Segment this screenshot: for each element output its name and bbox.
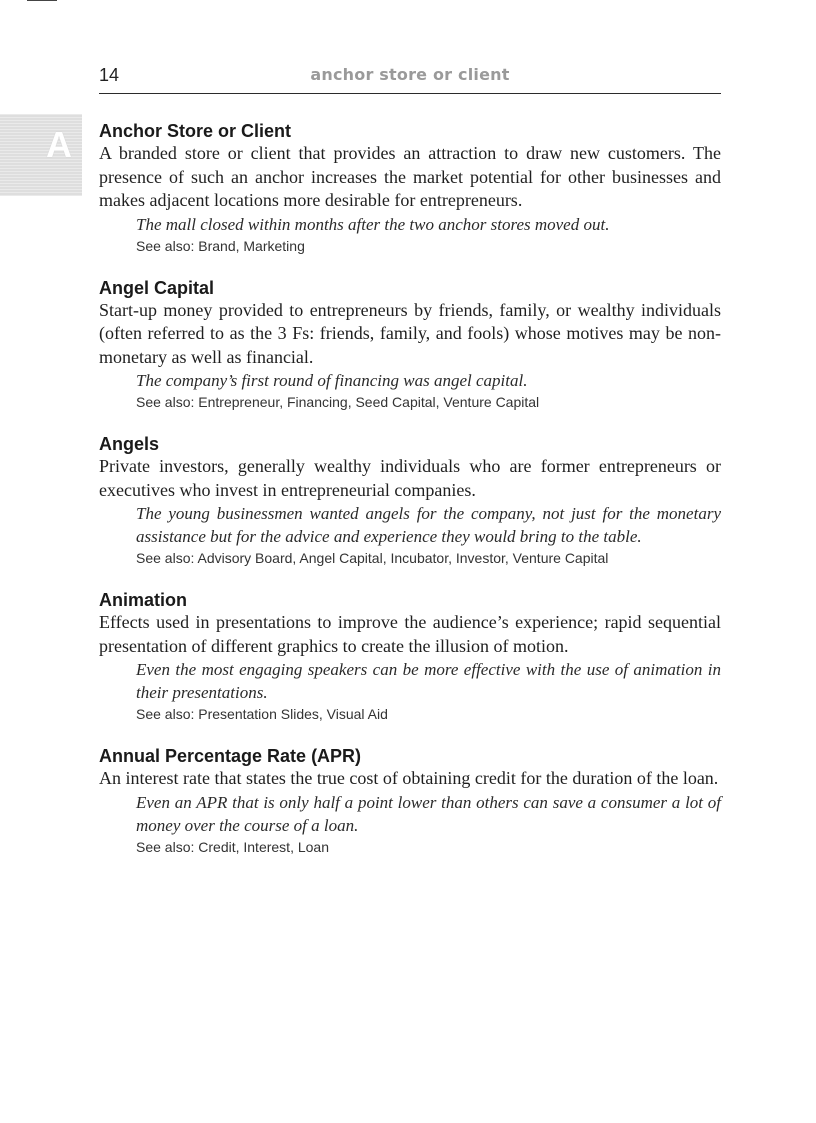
entry-example: The company’s first round of financing was angel capital. xyxy=(136,371,528,390)
running-title: anchor store or client xyxy=(310,65,510,84)
entry-term: Annual Percentage Rate (APR) xyxy=(99,746,362,766)
glossary-entry xyxy=(99,433,721,568)
entry-definition: A branded store or client that provides an attraction to draw new customers. The presence of such an anchor increases the market potential for other businesses and makes adjacent locations more desirable for entrepreneurs. xyxy=(99,143,721,210)
entry-see-also: See also: Brand, Marketing xyxy=(136,237,305,254)
entry-term: Angels xyxy=(99,434,160,454)
entry-see-also: See also: Entrepreneur, Financing, Seed Capital, Venture Capital xyxy=(136,394,540,410)
page-number: 14 xyxy=(99,65,120,85)
entry-term: Anchor Store or Client xyxy=(99,121,292,141)
letter-thumb-tab xyxy=(0,114,82,196)
entry-example: Even an APR that is only half a point lower than others can save a consumer a lot of money over the course of a loan. xyxy=(136,792,721,835)
entry-example: The mall closed within months after the two anchor stores moved out. xyxy=(136,214,610,234)
crop-mark xyxy=(27,0,57,1)
glossary-entry xyxy=(99,589,721,724)
entry-see-also: See also: Credit, Interest, Loan xyxy=(136,838,329,855)
entry-definition: Start-up money provided to entrepreneurs by friends, family, or wealthy individuals (often referred to as the 3 Fs: friends, family, and fools) whose motives may be non-monetary as well as financial. xyxy=(99,299,721,367)
entry-definition: Effects used in presentations to improve the audience’s experience; rapid sequential presentation of different graphics to create the illusion of motion. xyxy=(99,612,721,656)
entry-example: The young businessmen wanted angels for the company, not just for the monetary assistance but for the advice and experience they would bring to the table. xyxy=(136,504,721,546)
entry-see-also: See also: Advisory Board, Angel Capital, Incubator, Investor, Venture Capital xyxy=(136,550,609,566)
entry-example: Even the most engaging speakers can be more effective with the use of animation in their presentations. xyxy=(136,660,721,702)
entry-term: Animation xyxy=(99,590,187,610)
thumb-tab-letter: A xyxy=(46,124,72,165)
entry-definition: An interest rate that states the true cost of obtaining credit for the duration of the loan. xyxy=(99,768,719,788)
entry-term: Angel Capital xyxy=(99,277,215,298)
glossary-entry xyxy=(99,277,721,413)
glossary-entry xyxy=(99,120,721,256)
entry-see-also: See also: Presentation Slides, Visual Aid xyxy=(136,706,388,722)
running-head xyxy=(99,64,721,94)
glossary-entries xyxy=(99,120,721,878)
entry-definition: Private investors, generally wealthy individuals who are former entrepreneurs or executives who invest in entrepreneurial companies. xyxy=(99,456,721,500)
glossary-entry xyxy=(99,745,721,857)
